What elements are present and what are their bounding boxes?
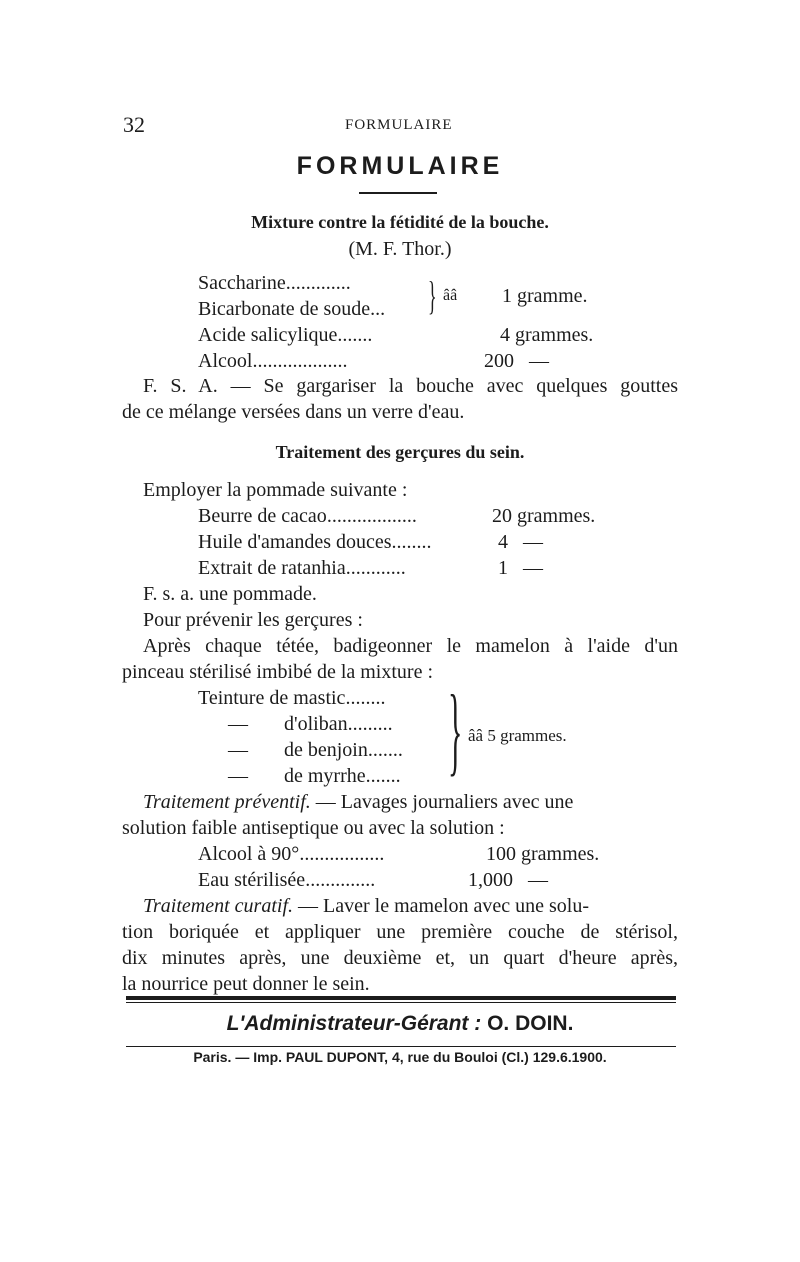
- brace-icon: }: [448, 674, 463, 785]
- tincture-prefix: —: [228, 739, 248, 761]
- preventive-label: Traitement préventif.: [143, 791, 311, 813]
- instructions-line: F. S. A. — Se gargariser la bouche avec quelques gouttes: [143, 375, 678, 397]
- tincture-name: de myrrhe: [284, 765, 366, 787]
- solution-row: [198, 841, 384, 867]
- tincture-prefix: —: [228, 713, 248, 735]
- solution-dots: .................: [299, 843, 385, 865]
- ingredient-row: [198, 296, 385, 322]
- tincture-row: [284, 737, 403, 763]
- fsa-text: F. s. a. une pommade.: [143, 583, 317, 605]
- ingredient-row: [198, 503, 417, 529]
- curative-line: tion boriquée et appliquer une première couche de stérisol,: [122, 921, 678, 943]
- tincture-dots: .......: [365, 765, 401, 787]
- ingredient-name: Saccharine: [198, 272, 286, 294]
- ingredient-dots: .......: [337, 324, 373, 346]
- solution-dots: ..............: [305, 869, 376, 891]
- ingredient-name: Huile d'amandes douces: [198, 531, 392, 553]
- ingredient-row: [198, 348, 347, 374]
- administrator-label: L'Administrateur-Gérant :: [226, 1012, 482, 1035]
- preventive-line: solution faible antiseptique ou avec la solution :: [122, 817, 505, 839]
- ingredient-dots: .............: [285, 272, 351, 294]
- footer-rule: [126, 996, 676, 1000]
- tincture-name: de benjoin: [284, 739, 368, 761]
- running-title: FORMULAIRE: [345, 117, 453, 133]
- section1-author: (M. F. Thor.): [348, 238, 452, 260]
- ingredient-qty: 4 —: [498, 531, 543, 553]
- paragraph-line: Après chaque tétée, badigeonner le mamelon à l'aide d'un: [143, 635, 678, 657]
- preventive-line: [143, 789, 678, 815]
- section2-heading: Traitement des gerçures du sein.: [275, 442, 525, 462]
- tincture-qty: ââ 5 grammes.: [468, 726, 567, 745]
- tincture-prefix: —: [228, 765, 248, 787]
- tincture-name: Teinture de mastic: [198, 687, 346, 709]
- administrator-name: O. DOIN.: [487, 1012, 574, 1035]
- tincture-name: d'oliban: [284, 713, 348, 735]
- brace-aa: ââ: [443, 287, 458, 304]
- ingredient-name: Extrait de ratanhia: [198, 557, 346, 579]
- tincture-dots: .........: [347, 713, 393, 735]
- tincture-dots: .......: [367, 739, 403, 761]
- preventive-text: — Lavages journaliers avec une: [310, 791, 574, 813]
- imprint: Paris. — Imp. PAUL DUPONT, 4, rue du Bouloi (Cl.) 129.6.1900.: [193, 1049, 607, 1065]
- prevent-text: Pour prévenir les gerçures :: [143, 609, 363, 631]
- ingredient-name: Beurre de cacao: [198, 505, 327, 527]
- ingredient-row: [198, 270, 351, 296]
- tincture-row: [284, 763, 401, 789]
- page-number: 32: [123, 112, 145, 137]
- curative-line: dix minutes après, une deuxième et, un quart d'heure après,: [122, 947, 678, 969]
- footer-rule: [126, 1002, 676, 1003]
- ingredient-qty: 20 grammes.: [492, 505, 596, 527]
- brace-qty: 1 gramme.: [502, 285, 588, 307]
- ingredient-qty: 1 —: [498, 557, 543, 579]
- ingredient-qty: 4 grammes.: [500, 324, 594, 346]
- curative-line: la nourrice peut donner le sein.: [122, 973, 370, 995]
- ingredient-dots: ........: [391, 531, 432, 553]
- ingredient-row: [198, 322, 372, 348]
- ingredient-dots: ...................: [252, 350, 348, 372]
- ingredient-name: Alcool: [198, 350, 253, 372]
- ingredient-row: [198, 529, 432, 555]
- ingredient-qty: 200 —: [484, 350, 549, 372]
- solution-qty: 1,000 —: [468, 869, 548, 891]
- title-rule: [359, 192, 437, 194]
- page-title: FORMULAIRE: [296, 152, 504, 180]
- solution-name: Eau stérilisée: [198, 869, 306, 891]
- tincture-row: [284, 711, 393, 737]
- ingredient-dots: ............: [345, 557, 406, 579]
- brace-icon: }: [428, 273, 437, 318]
- curative-label: Traitement curatif.: [143, 895, 293, 917]
- ingredient-dots: ..................: [326, 505, 417, 527]
- curative-line: [143, 893, 589, 919]
- intro-text: Employer la pommade suivante :: [143, 479, 408, 501]
- solution-qty: 100 grammes.: [486, 843, 600, 865]
- curative-text: — Laver le mamelon avec une solu-: [293, 895, 589, 917]
- paragraph-line: pinceau stérilisé imbibé de la mixture :: [122, 661, 434, 683]
- instructions-line: de ce mélange versées dans un verre d'eau.: [122, 401, 465, 423]
- footer-rule: [126, 1046, 676, 1047]
- ingredient-name: Acide salicylique: [198, 324, 338, 346]
- administrator-line: [0, 1012, 800, 1036]
- section1-heading: Mixture contre la fétidité de la bouche.: [251, 212, 549, 232]
- tincture-dots: ........: [345, 687, 386, 709]
- ingredient-dots: ...: [370, 298, 386, 320]
- ingredient-row: [198, 555, 406, 581]
- solution-row: [198, 867, 375, 893]
- ingredient-name: Bicarbonate de soude: [198, 298, 371, 320]
- tincture-row: [198, 685, 385, 711]
- solution-name: Alcool à 90°: [198, 843, 300, 865]
